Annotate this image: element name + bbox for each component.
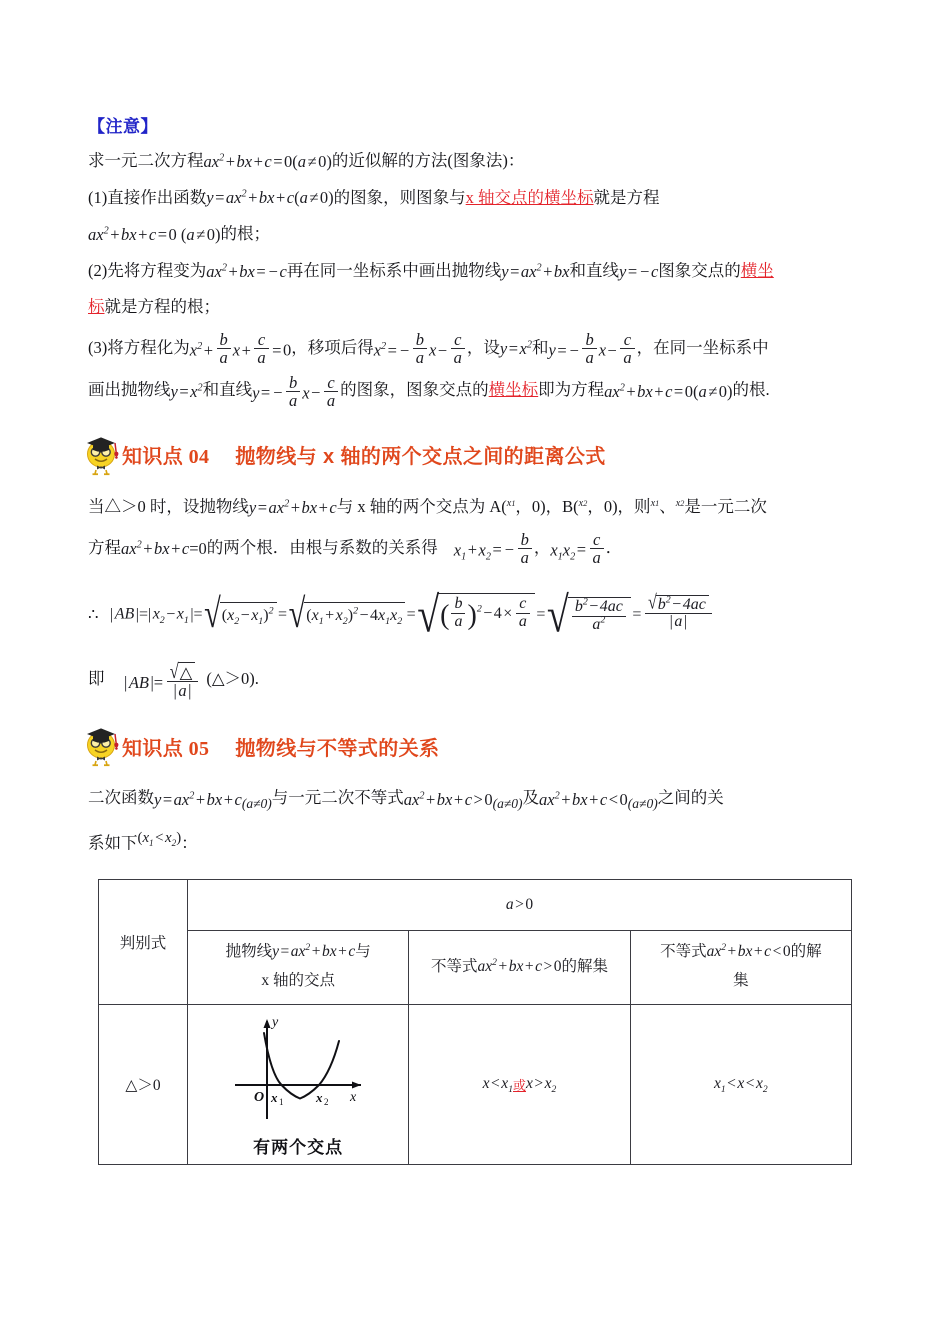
- kp05-line-1: [88, 781, 862, 817]
- therefore-symbol: ∴: [88, 604, 99, 624]
- step-3-formula-3: $y=x^2$: [499, 339, 532, 359]
- step-3-mid-5: 画出抛物线: [88, 380, 171, 400]
- kp04-x2-ref: x2: [675, 498, 685, 510]
- step-2-formula-3: y= −c: [619, 261, 659, 281]
- col2-post: x 轴的交点: [261, 972, 335, 990]
- step-2-formula-1: $ax^2+bx= -c$: [206, 261, 287, 281]
- graduate-lightbulb-icon: [82, 434, 126, 476]
- kp05-root-order: $(x_1 < x_2)$: [137, 830, 182, 849]
- row-solution-lt: [630, 1004, 851, 1164]
- kp04-final-cond: (△＞0).: [206, 668, 259, 688]
- step-3-tail: 的根.: [732, 380, 770, 400]
- root-label-x2: x: [316, 1089, 323, 1105]
- table-header-solution-lt: [630, 930, 851, 1004]
- col4-pre: 不等式: [660, 943, 707, 961]
- graph-caption: 有两个交点: [253, 1137, 344, 1157]
- kp04-final-label: 即: [88, 668, 105, 688]
- step-2-pre: 先将方程变为: [107, 260, 207, 280]
- kp05-colon: ：: [181, 833, 198, 853]
- kp05-h: 之间的关: [657, 788, 724, 808]
- kp04-number: 知识点 04: [122, 446, 210, 469]
- table-row: [99, 1004, 852, 1164]
- step-3-mid-3: 和: [531, 338, 549, 358]
- solution-lt-formula: $x_1<x<x_2$: [713, 1075, 768, 1096]
- intro-line: [88, 149, 862, 175]
- col4-post-2: 集: [733, 972, 749, 990]
- row-discriminant-value: △＞0: [99, 1004, 188, 1164]
- table-header-intersections: [188, 930, 409, 1004]
- note-label: 【注意】: [88, 117, 158, 136]
- page-content: [88, 112, 862, 1165]
- step-2-formula-2: $y=ax^2+bx$: [501, 261, 570, 281]
- col3-pre: 不等式: [430, 957, 478, 975]
- root-label-x1-sub: 1: [279, 1096, 284, 1107]
- kp05-line-2: [88, 823, 862, 860]
- kp05-inequality-lt: $ax^2+bx+c<0$: [539, 789, 628, 809]
- solution-gt-part1: $x<x_1$: [482, 1074, 513, 1095]
- kp04-line1-e: 、: [659, 496, 676, 516]
- step-1-formula-1: $y=ax^2+bx+c(a\ne 0)$: [206, 188, 334, 208]
- step-3: [88, 331, 862, 367]
- step-3-mid-4: ，在同一坐标系中: [636, 338, 769, 358]
- step-1-post: 就是方程: [593, 187, 660, 207]
- step-3-number: (3): [88, 338, 108, 358]
- kp05-a: 二次函数: [88, 788, 154, 808]
- root-label-x2-sub: 2: [324, 1096, 329, 1107]
- step-1-mid: 的图象，则图象与: [333, 187, 466, 207]
- step-2-mid-3: 图象交点的: [658, 260, 741, 280]
- step-1-cont: [88, 222, 862, 248]
- col4-formula: $ax^2+bx+c<0$: [706, 942, 791, 961]
- kp04-sum-roots: $x_1+x_2=$ − $\frac{b}{a}$: [454, 531, 534, 567]
- step-1-formula-2: $ax^2+bx+c=0$ (a≠0): [88, 225, 221, 245]
- table-header-row-1: [99, 879, 852, 930]
- step-3-formula-6: y= − $\frac{b}{a}$ x− $\frac{c}{a}$: [252, 374, 340, 410]
- parabola-sketch: [223, 1011, 373, 1129]
- kp05-cond-1: (a≠0): [241, 795, 272, 811]
- step-1-tail: 的根；: [220, 224, 270, 244]
- relation-table: [98, 879, 852, 1165]
- kp04-product-roots: $x_1x_2=$ $\frac{c}{a}$: [550, 531, 605, 567]
- kp04-line2-a: 方程: [88, 537, 121, 557]
- step-2-number: (2): [88, 260, 108, 280]
- step-3-mid-2: ，设: [466, 338, 500, 358]
- kp04-formula-parabola: $y=ax^2+bx+c$: [248, 497, 337, 517]
- step-3-mid-7: 的图象，图象交点的: [340, 380, 489, 400]
- solution-or-keyword: 或: [512, 1078, 526, 1094]
- step-3-post: 即为方程: [538, 380, 605, 400]
- kp04-line1-b: 与 x 轴的两个交点为 A(: [336, 496, 507, 516]
- step-1-pre: 直接作出函数: [107, 187, 207, 207]
- step-1: [88, 186, 862, 212]
- step-3-highlight: 横坐标: [488, 380, 539, 400]
- kp04-line1-c: ，0)，B(: [515, 496, 579, 516]
- table-header-solution-gt: [409, 930, 630, 1004]
- step-3-formula-4: y= − $\frac{b}{a}$ x− $\frac{c}{a}$: [548, 331, 636, 367]
- kp04-line-2: [88, 531, 862, 567]
- col3-formula: $ax^2+bx+c>0$: [477, 956, 562, 975]
- kp04-text: 抛物线与 x 轴的两个交点之间的距离公式: [235, 446, 606, 469]
- kp04-line2-b: 的两个根．由根与系数的关系得: [206, 537, 438, 557]
- step-2-cont: [88, 295, 862, 320]
- step-3-formula-5: $y=x^2$: [170, 381, 203, 401]
- col2-pre: 抛物线: [225, 943, 273, 961]
- axis-label-x: x: [350, 1089, 357, 1105]
- axis-label-y: y: [272, 1014, 279, 1030]
- kp05-inequality-gt: $ax^2+bx+c>0$: [403, 789, 493, 809]
- step-3-mid-6: 和直线: [202, 380, 253, 400]
- table-header-group-a-positive: [188, 879, 852, 930]
- kp04-line1-f: 是一元二次: [684, 496, 767, 516]
- step-3-cont: [88, 373, 862, 409]
- kp05-cond-2: (a≠0): [492, 795, 523, 811]
- kp04-final: [88, 661, 862, 699]
- step-2-mid: 再在同一坐标系中画出抛物线: [286, 260, 502, 280]
- step-1-highlight: x 轴交点的横坐标: [465, 187, 594, 207]
- row-graph-cell: [188, 1004, 409, 1164]
- kp05-number: 知识点 05: [122, 737, 210, 760]
- kp05-c: 与一元二次不等式: [271, 788, 404, 808]
- kp04-derivation: [88, 585, 862, 645]
- knowledge-point-04-title: [122, 440, 606, 469]
- kp04-x1-ref: x1: [650, 498, 660, 510]
- step-2: [88, 259, 862, 285]
- table-header-discriminant: 判别式: [99, 879, 188, 1004]
- step-2-highlight-part1: 横坐: [740, 260, 774, 280]
- kp05-cond-3: (a≠0): [627, 795, 658, 811]
- table-header-row-2: [99, 930, 852, 1004]
- col3-post: 的解集: [561, 957, 608, 975]
- col2-formula: $y=ax^2+bx+c$: [272, 942, 356, 961]
- kp04-point-a: x1: [506, 498, 516, 510]
- knowledge-point-05-header: [88, 725, 862, 767]
- step-2-tail: 就是方程的根；: [104, 297, 220, 317]
- kp04-point-b: x2: [578, 498, 588, 510]
- kp04-line1-a: 当△＞0 时，设抛物线: [88, 496, 249, 516]
- knowledge-point-05-title: [122, 732, 439, 761]
- kp04-line1-d: ，0)，则: [587, 496, 651, 516]
- kp05-text: 抛物线与不等式的关系: [235, 737, 440, 760]
- axis-label-origin: O: [254, 1089, 265, 1105]
- col4-post: 的解: [790, 943, 822, 961]
- step-3-mid: ，移项后得: [291, 338, 374, 358]
- step-2-highlight-part2: 标: [88, 297, 105, 317]
- kp04-comma: ，: [533, 537, 551, 557]
- a-positive-formula: a>0: [505, 895, 534, 913]
- kp04-period: ．: [605, 537, 623, 557]
- step-1-number: (1): [88, 187, 108, 207]
- kp05-e: 及: [522, 788, 540, 808]
- kp05-quadratic-function: $y=ax^2+bx+c$: [154, 789, 242, 809]
- solution-gt-part2: $x>x_2$: [526, 1074, 557, 1095]
- kp04-final-formula: |AB|= $\frac{√\triangle}{|a|}$: [123, 661, 201, 699]
- knowledge-point-04-header: [88, 434, 862, 476]
- intro-tail: 的近似解的方法(图象法)：: [331, 151, 525, 170]
- col2-mid: 与: [355, 943, 371, 961]
- kp05-h2: 系如下: [88, 833, 138, 853]
- row-solution-gt: [409, 1004, 630, 1164]
- step-2-mid-2: 和直线: [569, 260, 619, 280]
- kp04-abs-chain: $|AB|=|x_2-x_1|=√(x_2-x_1)^2 =√(x_1+x_2)^2-4x_1x_2$ =√( $\frac{b}{a}$ )$^2$−4× $\frac{c}{a}$ =√ $\frac{b^2-4ac}{a^2}$ = $\frac{√b^2-4ac}{|a|}$: [109, 585, 714, 645]
- step-3-formula-2: $x^2=$ − $\frac{b}{a}$ x− $\frac{c}{a}$: [374, 331, 467, 367]
- intro-formula: $ax^2+bx+c=0(a\ne 0)$: [203, 151, 332, 171]
- step-3-formula-7: $ax^2+bx+c=0(a\ne 0)$: [604, 381, 733, 401]
- intro-lead: 求一元二次方程: [88, 151, 204, 170]
- graduate-lightbulb-icon: [82, 725, 126, 767]
- kp04-equation: $ax^2+bx+c=0$: [121, 539, 207, 559]
- step-3-formula-1: $x^2+$ $\frac{b}{a}$ x+ $\frac{c}{a}$ =0: [189, 330, 292, 368]
- root-label-x1: x: [271, 1089, 278, 1105]
- kp04-line-1: [88, 490, 862, 525]
- step-3-pre: 将方程化为: [107, 338, 190, 358]
